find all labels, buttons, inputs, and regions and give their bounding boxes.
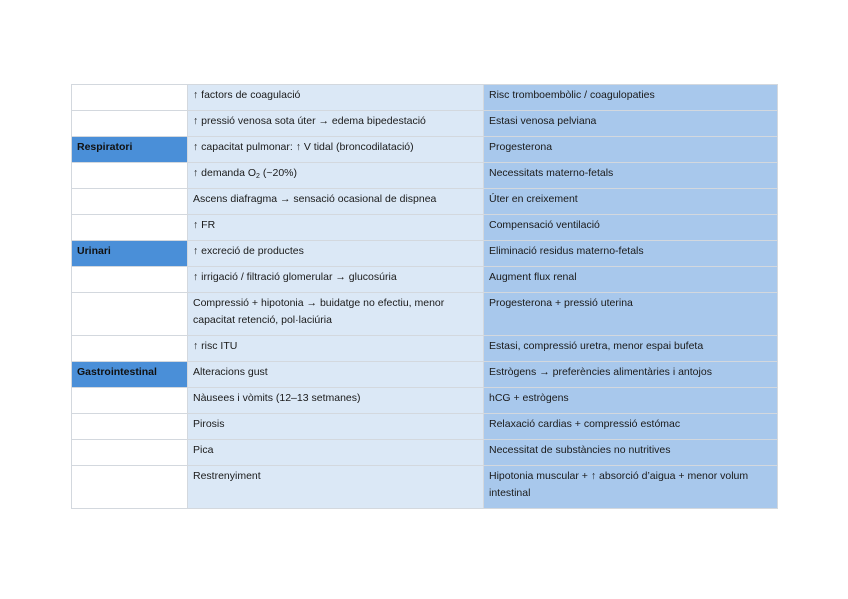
change-text: ↑ demanda O [193,167,257,179]
cause-cell: Progesterona + pressió uterina [484,293,778,336]
table-row [72,111,778,137]
change-cell: ↑ excreció de productes [188,241,484,267]
change-cell: Pirosis [188,414,484,440]
table-row [72,414,778,440]
cause-cell: hCG + estrògens [484,388,778,414]
system-cell [72,267,188,293]
table-row [72,137,778,163]
system-cell [72,388,188,414]
cause-cell: Relaxació cardias + compressió estómac [484,414,778,440]
cause-cell: Estasi, compressió uretra, menor espai bufeta [484,336,778,362]
table-row [72,388,778,414]
change-cell: Pica [188,440,484,466]
table-row [72,189,778,215]
system-cell [72,111,188,137]
physiology-table [71,84,778,509]
system-header-urinari: Urinari [72,241,188,267]
change-cell: Nàusees i vòmits (12–13 setmanes) [188,388,484,414]
system-cell [72,440,188,466]
change-cell: Ascens diafragma → sensació ocasional de dispnea [188,189,484,215]
cause-cell: Risc tromboembòlic / coagulopaties [484,85,778,111]
system-header-gastrointestinal: Gastrointestinal [72,362,188,388]
system-cell [72,163,188,189]
table-row [72,163,778,189]
subscript: 2 [256,173,260,180]
cause-cell: Compensació ventilació [484,215,778,241]
system-header-respiratori: Respiratori [72,137,188,163]
system-cell [72,293,188,336]
cause-cell: Progesterona [484,137,778,163]
change-cell: Alteracions gust [188,362,484,388]
change-cell: ↑ risc ITU [188,336,484,362]
cause-cell: Estasi venosa pelviana [484,111,778,137]
cause-cell: Necessitats materno-fetals [484,163,778,189]
table-row [72,440,778,466]
table-row [72,85,778,111]
cause-cell: Estrògens → preferències alimentàries i antojos [484,362,778,388]
system-cell [72,215,188,241]
cause-cell: Úter en creixement [484,189,778,215]
system-cell [72,466,188,509]
cause-cell: Necessitat de substàncies no nutritives [484,440,778,466]
cause-cell: Hipotonia muscular + ↑ absorció d’aigua + menor volum intestinal [484,466,778,509]
change-cell: ↑ FR [188,215,484,241]
cause-cell: Eliminació residus materno-fetals [484,241,778,267]
table-row [72,362,778,388]
change-cell: Compressió + hipotonia → buidatge no efectiu, menor capacitat retenció, pol·laciúria [188,293,484,336]
change-cell: ↑ pressió venosa sota úter → edema bipedestació [188,111,484,137]
change-cell: ↑ capacitat pulmonar: ↑ V tidal (broncodilatació) [188,137,484,163]
system-cell [72,336,188,362]
table-row [72,215,778,241]
system-cell [72,189,188,215]
table-row [72,293,778,336]
system-cell [72,414,188,440]
cause-cell: Augment flux renal [484,267,778,293]
change-cell: ↑ factors de coagulació [188,85,484,111]
change-cell [188,163,484,189]
table-row [72,241,778,267]
table-row [72,466,778,509]
change-cell: ↑ irrigació / filtració glomerular → glucosúria [188,267,484,293]
table-row [72,267,778,293]
system-cell [72,85,188,111]
change-text: (~20%) [259,167,298,179]
table-row [72,336,778,362]
change-cell: Restrenyiment [188,466,484,509]
